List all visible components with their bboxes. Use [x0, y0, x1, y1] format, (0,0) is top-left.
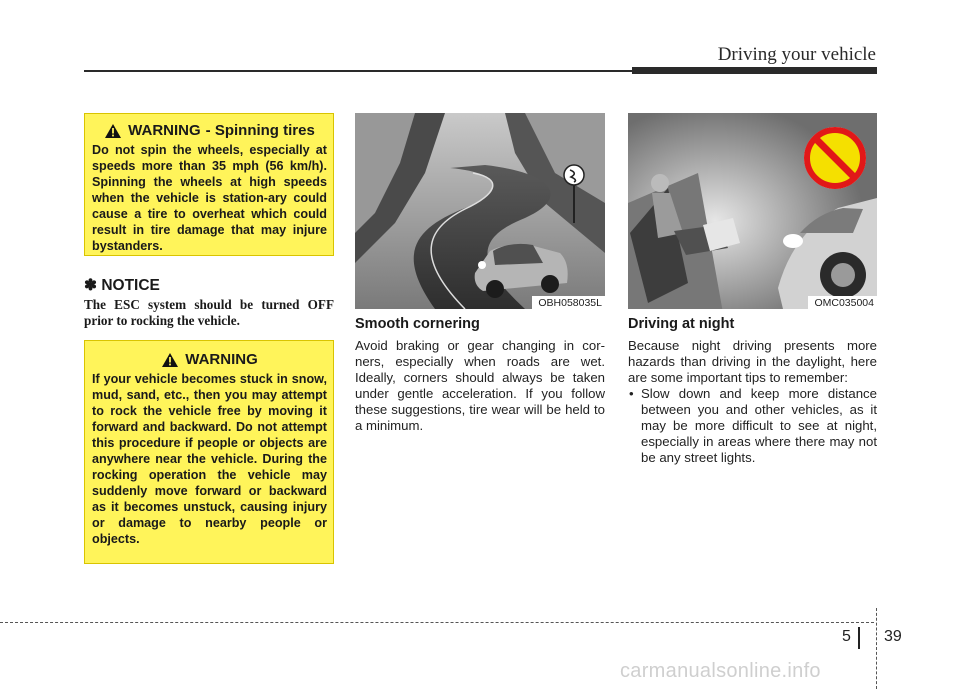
chapter-number: 5 — [842, 628, 851, 645]
photo-caption-code: OBH058035L — [532, 296, 605, 309]
warning-heading: WARNING — [185, 351, 258, 368]
section-body: Avoid braking or gear changing in cor-ners, especially when roads are wet. Ideally, corners should always be taken under gentle acceleration. If you follow these suggestions, tire wear will be held to a minimum. — [355, 338, 605, 433]
warning-heading-row — [92, 351, 327, 368]
warning-body: If your vehicle becomes stuck in snow, mud, sand, etc., then you may attempt to rock the vehicle free by moving it forward and backward. Do not attempt this procedure if people or objects are anywhere near the vehicle. During the rocking operation the vehicle may suddenly move forward or backward as it becomes unstuck, causing injury or damage to nearby people or objects. — [92, 372, 327, 546]
section-smooth-cornering — [355, 316, 605, 434]
list-item: • Slow down and keep more distance between you and other vehicles, as it may be more difficult to see at night, especially in areas where there may not be any street lights. — [628, 386, 877, 466]
section-driving-at-night — [628, 316, 877, 466]
photo-night-driving — [628, 113, 877, 309]
winding-road-illustration — [355, 113, 605, 309]
photo-winding-road — [355, 113, 605, 309]
photo-caption-code: OMC035004 — [808, 296, 877, 309]
notice-body: The ESC system should be turned OFF prior to rocking the vehicle. — [84, 297, 334, 328]
night-driving-illustration — [628, 113, 877, 309]
warning-heading-row — [92, 122, 327, 139]
notice-title — [84, 276, 160, 295]
header-rule-accent — [632, 67, 877, 74]
section-title: Smooth cornering — [355, 316, 480, 332]
header-rule — [84, 70, 632, 72]
tips-list — [628, 386, 877, 466]
warning-subheading: - Spinning tires — [205, 122, 315, 139]
page-number-separator — [858, 627, 860, 649]
warning-heading: WARNING — [128, 122, 201, 139]
notice-symbol-icon: ✽ — [84, 277, 97, 294]
notice-title-text: NOTICE — [101, 277, 160, 294]
section-body: Because night driving presents more hazards than driving in the daylight, here are some important tips to remember: — [628, 338, 877, 385]
warning-body: Do not spin the wheels, especially at speeds more than 35 mph (56 km/h). Spinning the wheels at high speeds when the vehicle is station-ary could cause a tire to overheat which could result in tire damage that may injure bystanders. — [92, 143, 327, 253]
warning-spinning-tires — [84, 113, 334, 256]
warning-triangle-icon — [104, 123, 122, 139]
footer-rule — [0, 622, 874, 623]
warning-stuck-vehicle — [84, 340, 334, 564]
warning-triangle-icon — [161, 352, 179, 368]
page-header-title: Driving your vehicle — [717, 44, 876, 65]
watermark: carmanualsonline.info — [620, 660, 821, 682]
page-number: 39 — [884, 628, 902, 645]
footer-vertical-rule — [876, 608, 877, 689]
section-title: Driving at night — [628, 316, 735, 332]
